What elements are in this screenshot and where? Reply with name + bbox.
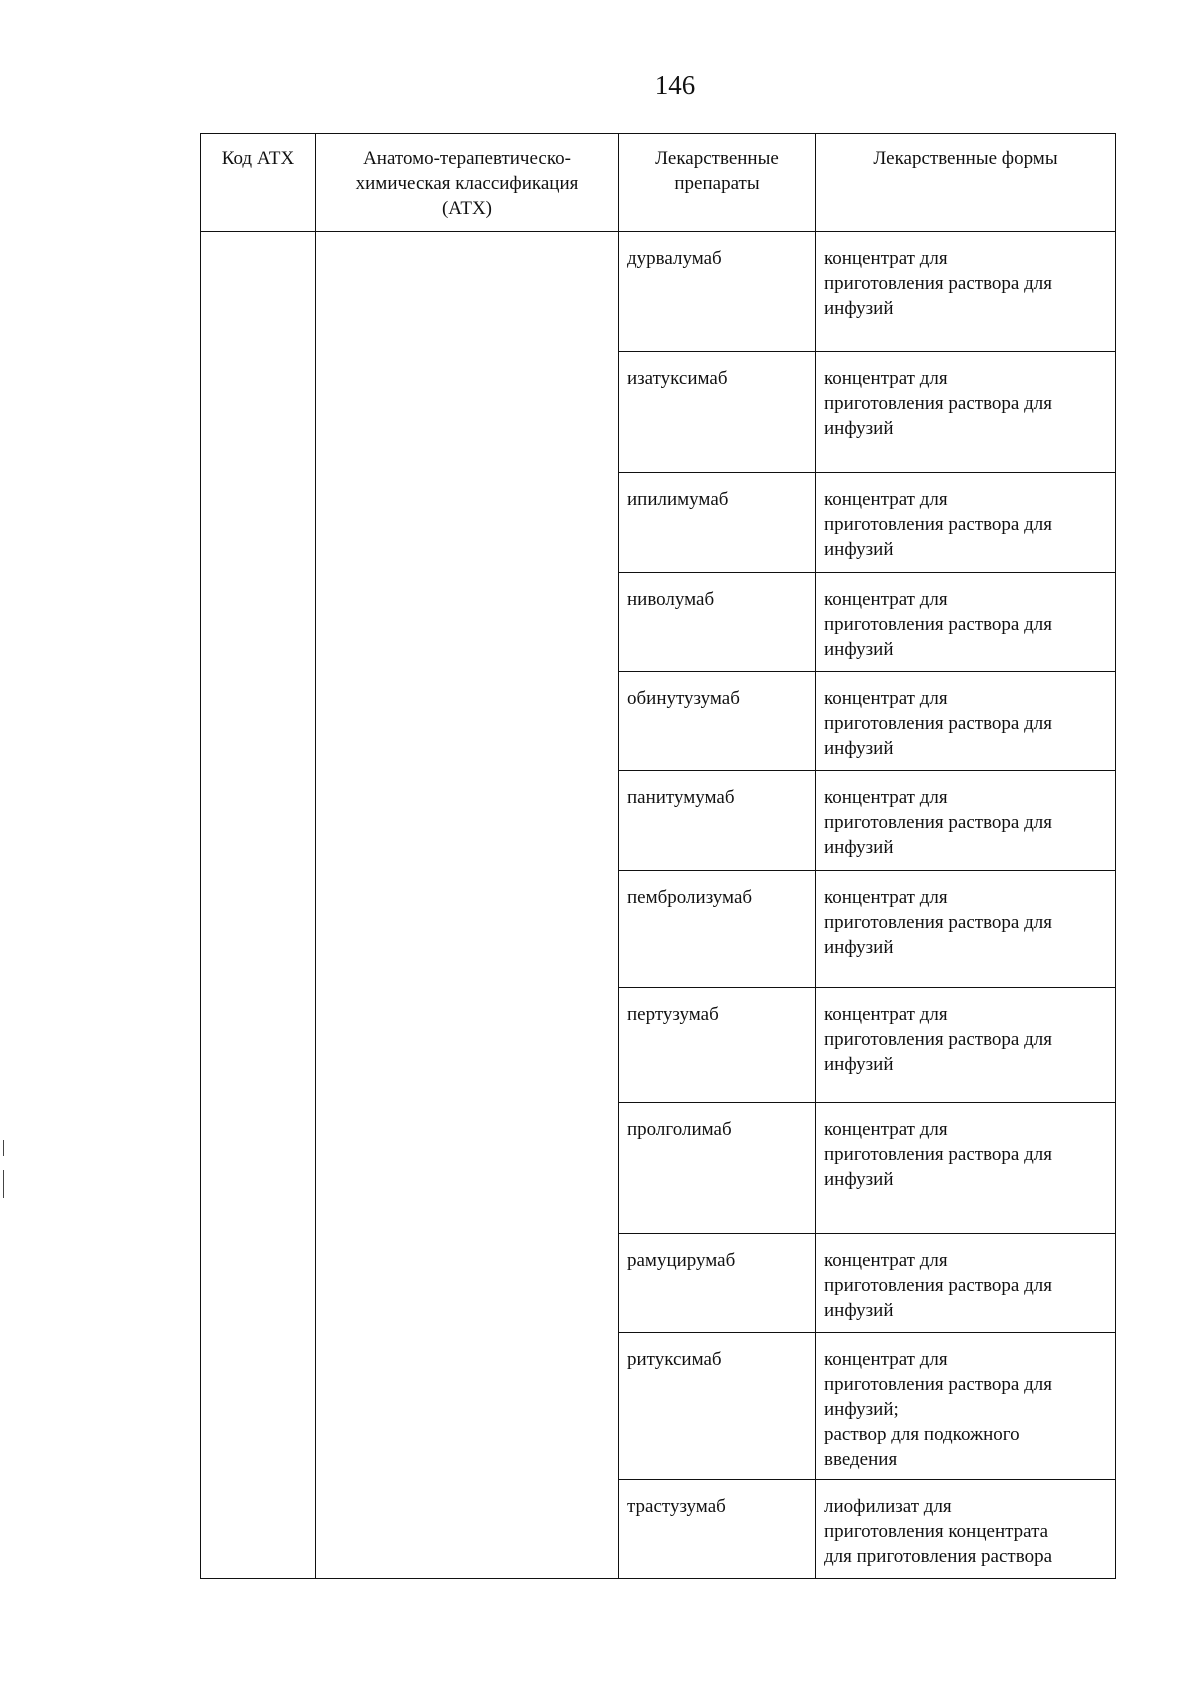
drug-name: пролголимаб bbox=[619, 1103, 816, 1234]
margin-mark bbox=[3, 1140, 4, 1156]
atc-cell bbox=[316, 232, 619, 1579]
drug-form: лиофилизат для приготовления концентрата для приготовления раствора bbox=[816, 1480, 1116, 1579]
header-drugs: Лекарственные препараты bbox=[619, 134, 816, 232]
drug-name: трастузумаб bbox=[619, 1480, 816, 1579]
drug-name: дурвалумаб bbox=[619, 232, 816, 352]
drug-form: концентрат для приготовления раствора для инфузий bbox=[816, 232, 1116, 352]
drug-table bbox=[200, 133, 1116, 1579]
drug-form: концентрат для приготовления раствора для инфузий bbox=[816, 988, 1116, 1103]
header-forms: Лекарственные формы bbox=[816, 134, 1116, 232]
drug-form: концентрат для приготовления раствора для инфузий bbox=[816, 871, 1116, 988]
margin-mark bbox=[3, 1170, 4, 1198]
table-row bbox=[201, 232, 1116, 352]
drug-name: панитумумаб bbox=[619, 771, 816, 871]
drug-form: концентрат для приготовления раствора для инфузий; раствор для подкожного введения bbox=[816, 1333, 1116, 1480]
code-cell bbox=[201, 232, 316, 1579]
header-code: Код АТХ bbox=[201, 134, 316, 232]
table-header-row bbox=[201, 134, 1116, 232]
drug-name: ритуксимаб bbox=[619, 1333, 816, 1480]
drug-name: изатуксимаб bbox=[619, 352, 816, 473]
drug-form: концентрат для приготовления раствора для инфузий bbox=[816, 473, 1116, 573]
drug-name: пертузумаб bbox=[619, 988, 816, 1103]
drug-name: ниволумаб bbox=[619, 573, 816, 672]
drug-name: рамуцирумаб bbox=[619, 1234, 816, 1333]
drug-name: ипилимумаб bbox=[619, 473, 816, 573]
page-number: 146 bbox=[654, 70, 696, 100]
drug-name: обинутузумаб bbox=[619, 672, 816, 771]
drug-form: концентрат для приготовления раствора для инфузий bbox=[816, 352, 1116, 473]
drug-form: концентрат для приготовления раствора для инфузий bbox=[816, 771, 1116, 871]
drug-name: пембролизумаб bbox=[619, 871, 816, 988]
drug-form: концентрат для приготовления раствора для инфузий bbox=[816, 1103, 1116, 1234]
header-atc: Анатомо-терапевтическо- химическая классификация (АТХ) bbox=[316, 134, 619, 232]
drug-form: концентрат для приготовления раствора для инфузий bbox=[816, 573, 1116, 672]
drug-form: концентрат для приготовления раствора для инфузий bbox=[816, 1234, 1116, 1333]
drug-form: концентрат для приготовления раствора для инфузий bbox=[816, 672, 1116, 771]
